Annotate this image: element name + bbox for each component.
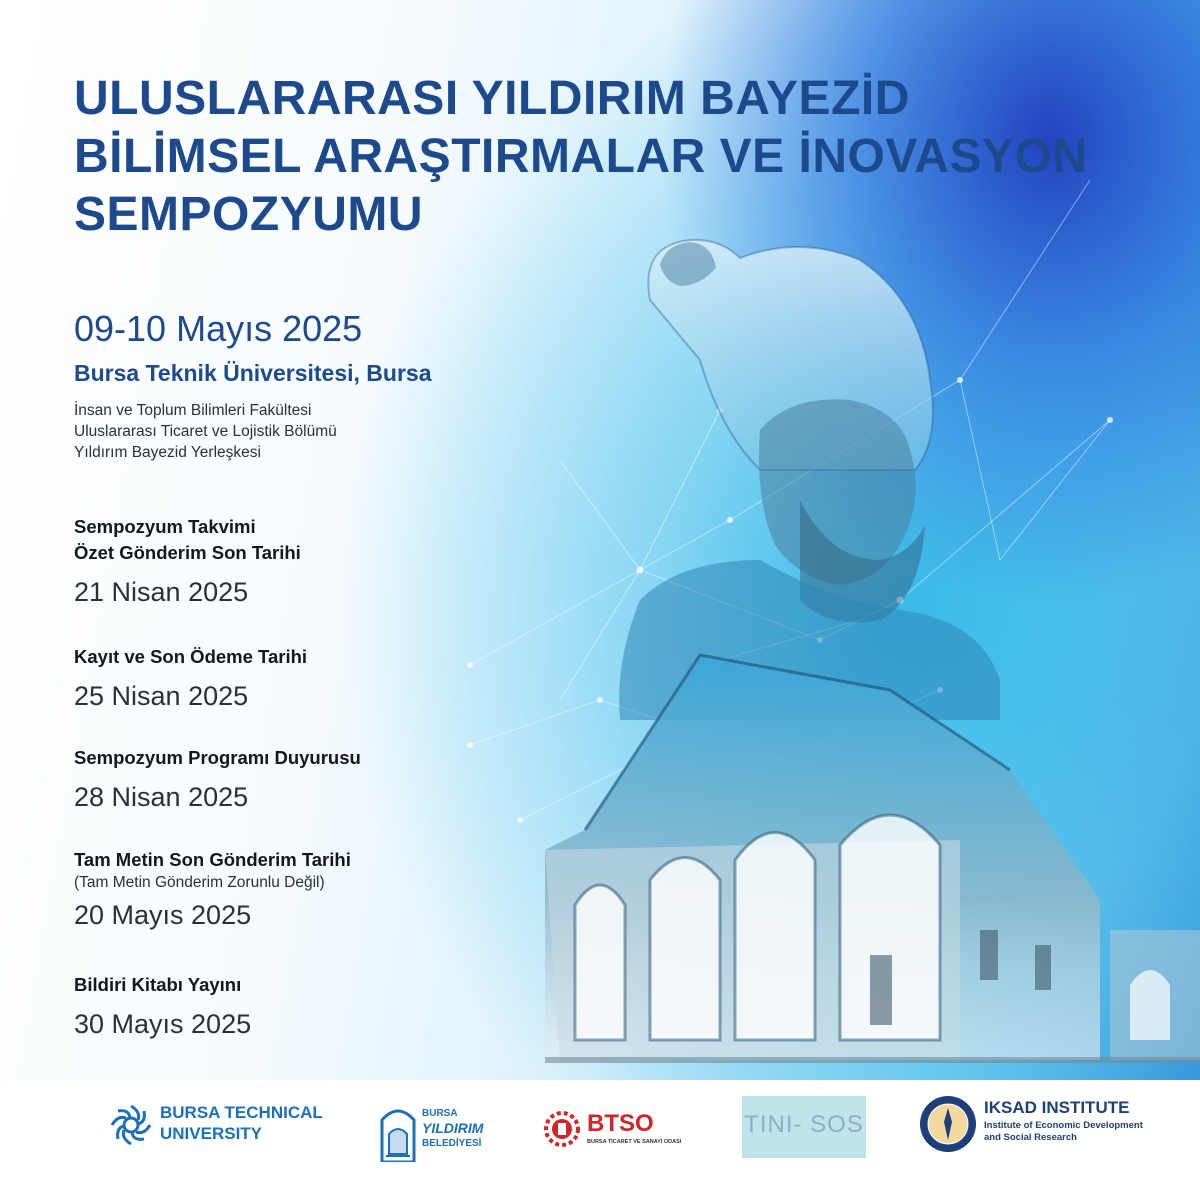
iksad-subtitle-line2: and Social Research bbox=[984, 1132, 1077, 1143]
btso-subtitle: BURSA TİCARET VE SANAYİ ODASI bbox=[587, 1139, 682, 1145]
schedule-item-program bbox=[74, 745, 361, 817]
deadline-label: Bildiri Kitabı Yayını bbox=[74, 974, 242, 995]
schedule-item-proceedings bbox=[74, 972, 251, 1044]
title-line-2: BİLİMSEL ARAŞTIRMALAR VE İNOVASYON bbox=[74, 130, 1088, 183]
iksad-name: IKSAD INSTITUTE bbox=[984, 1098, 1130, 1117]
btso-logo bbox=[543, 1108, 683, 1158]
btu-logo bbox=[108, 1100, 348, 1150]
yildirim-line3: BELEDİYESİ bbox=[422, 1138, 482, 1149]
venue-campus: Yıldırım Bayezid Yerleşkesi bbox=[74, 444, 261, 461]
schedule-item-abstract bbox=[74, 514, 301, 612]
seal-icon bbox=[918, 1094, 978, 1154]
deadline-date: 20 Mayıs 2025 bbox=[74, 900, 252, 930]
event-dates: 09-10 Mayıs 2025 bbox=[74, 308, 363, 349]
gear-icon bbox=[543, 1110, 581, 1148]
sponsor-logos-bar bbox=[0, 1080, 1200, 1200]
deadline-note: (Tam Metin Gönderim Zorunlu Değil) bbox=[74, 874, 325, 891]
deadline-date: 28 Nisan 2025 bbox=[74, 782, 249, 812]
schedule-item-registration bbox=[74, 644, 307, 716]
iksad-subtitle-line1: Institute of Economic Development bbox=[984, 1120, 1143, 1131]
symposium-title bbox=[74, 70, 1124, 244]
event-venue: Bursa Teknik Üniversitesi, Bursa bbox=[74, 360, 432, 386]
venue-details bbox=[74, 400, 337, 463]
schedule-item-fulltext bbox=[74, 847, 351, 935]
sultan-portrait bbox=[619, 240, 1000, 720]
btu-name-line2: UNIVERSITY bbox=[160, 1124, 263, 1143]
deadline-date: 30 Mayıs 2025 bbox=[74, 1009, 252, 1039]
tini-sos-name: TINI- SOS bbox=[744, 1111, 864, 1138]
schedule-heading: Sempozyum Takvimi bbox=[74, 516, 256, 537]
btso-name: BTSO bbox=[587, 1110, 654, 1137]
btu-swirl-icon bbox=[108, 1102, 154, 1148]
title-line-1: ULUSLARARASI YILDIRIM BAYEZİD bbox=[74, 72, 910, 125]
deadline-date: 21 Nisan 2025 bbox=[74, 577, 249, 607]
deadline-date: 25 Nisan 2025 bbox=[74, 681, 249, 711]
deadline-label: Tam Metin Son Gönderim Tarihi bbox=[74, 849, 351, 870]
venue-department: Uluslararası Ticaret ve Lojistik Bölümü bbox=[74, 423, 337, 440]
iksad-logo bbox=[918, 1094, 1168, 1154]
mosque-icon bbox=[380, 1104, 416, 1162]
deadline-label: Özet Gönderim Son Tarihi bbox=[74, 542, 301, 563]
btu-name-line1: BURSA TECHNICAL bbox=[160, 1103, 323, 1122]
yildirim-belediyesi-logo bbox=[380, 1104, 490, 1164]
venue-faculty: İnsan ve Toplum Bilimleri Fakültesi bbox=[74, 402, 312, 419]
deadline-label: Sempozyum Programı Duyurusu bbox=[74, 747, 361, 768]
yildirim-line2: YILDIRIM bbox=[422, 1120, 484, 1136]
deadline-label: Kayıt ve Son Ödeme Tarihi bbox=[74, 646, 308, 667]
yildirim-line1: BURSA bbox=[422, 1108, 458, 1119]
tini-sos-logo bbox=[742, 1096, 866, 1158]
title-line-3: SEMPOZYUMU bbox=[74, 188, 424, 241]
